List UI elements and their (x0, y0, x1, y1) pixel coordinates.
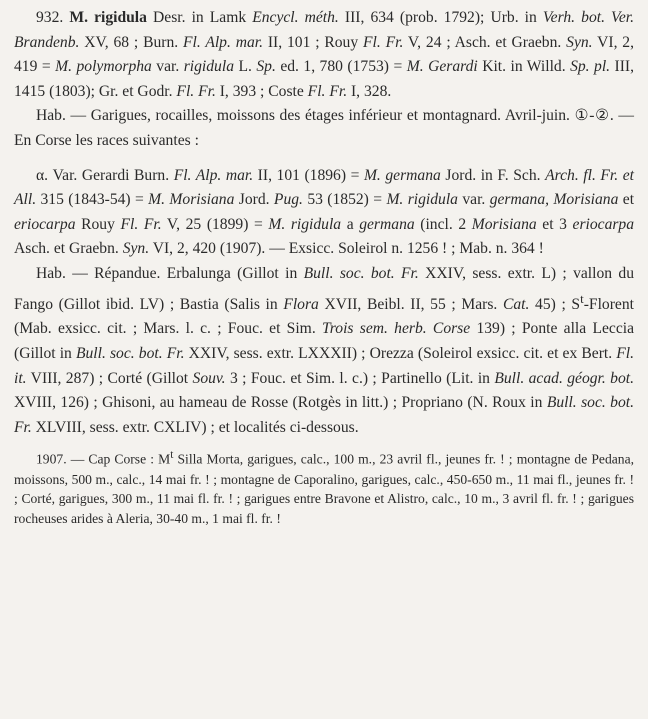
text-run: Silla Morta, garigues, calc., 100 m., 23 avril fl., jeunes fr. ! ; montagne de Pedana, moissons, 500 m., calc., 14 mai fr. ! ; montagne de Caporalino, garigues, calc., 450-650 m., 11 mai fl., jeunes fr. ! ; Corté, garigues, 300 m., 11 mai fl. fr. ! ; garigues entre Bravone et Alistro, calc., 10 m., 3 avril fl. fr. ! ; garigues rocheuses arides à Aleria, 30-40 m., 1 mai fl. fr. ! (14, 451, 634, 527)
italic-run: Syn. (122, 240, 150, 258)
italic-run: M. Morisiana (148, 191, 235, 209)
italic-run: Syn. (566, 33, 593, 51)
text-run: 3 ; Fouc. et Sim. l. c.) ; Partinello (Lit. in (225, 369, 495, 387)
italic-run: eriocarpa (14, 215, 76, 233)
text-run: III, 1415 (1803); Gr. et Godr. (14, 58, 634, 100)
text-run: Hab. — Répandue. Erbalunga (Gillot in (36, 264, 304, 282)
italic-run: M. germana (363, 166, 441, 184)
text-run: (incl. 2 (414, 215, 472, 233)
text-run: 315 (1843-54) = (36, 191, 149, 209)
text-run: Jord. (234, 191, 274, 209)
italic-run: Encycl. méth. (252, 9, 339, 26)
variety-gerardi (14, 164, 634, 262)
text-run: III, 634 (prob. 1792); Urb. in (338, 9, 543, 26)
italic-run: Bull. soc. bot. Fr. (14, 394, 634, 436)
italic-run: Trois sem. herb. Corse (321, 320, 471, 338)
habitat-corsica (14, 262, 634, 440)
italic-run: Fl. Fr. (307, 82, 348, 100)
text-run: Asch. et Graebn. (14, 240, 123, 258)
italic-run: Souv. (192, 369, 226, 387)
text-run: -Florent (Mab. exsicc. cit. ; Mars. l. c. ; Fouc. et Sim. (14, 295, 634, 338)
italic-run: Fl. Fr. (120, 215, 162, 233)
text-run: VI, 2, 420 (1907). — Exsicc. Soleirol n. 1256 ! ; Mab. n. 364 ! (149, 240, 544, 258)
text-run: α. Var. Gerardi Burn. (36, 166, 174, 184)
italic-run: M. polymorpha (55, 58, 152, 76)
italic-run: Fl. it. (14, 344, 635, 387)
text-run: XXIV, sess. extr. LXXXII) ; Orezza (Soleirol exsicc. cit. et ex Bert. (184, 344, 617, 362)
text-run: 139) ; Ponte alla Leccia (Gillot in (14, 320, 634, 362)
italic-run: Verh. bot. Ver. Brandenb. (14, 9, 635, 51)
italic-run: Bull. soc. bot. Fr. (75, 344, 185, 362)
species-name: M. rigidula (69, 9, 147, 26)
text-run: L. (234, 58, 257, 76)
text-run: XV, 68 ; Burn. (79, 33, 184, 51)
italic-run: Cat. (502, 295, 530, 313)
text-run: VI, 2, 419 = (14, 33, 634, 76)
habitat-general (14, 104, 634, 153)
italic-run: Fl. Fr. (363, 33, 404, 51)
italic-run: germana (359, 215, 415, 233)
text-run: II, 101 ; Rouy (263, 33, 363, 51)
text-run: 53 (1852) = (302, 191, 387, 209)
text-run: XXIV, sess. extr. L) ; vallon du Fango (Gillot ibid. LV) ; Bastia (Salis in (14, 264, 635, 313)
italic-run: Bull. soc. bot. Fr. (303, 264, 419, 282)
italic-run: M. rigidula (386, 191, 458, 209)
text-run: a (341, 215, 360, 233)
text-run: Jord. in F. Sch. (440, 166, 546, 184)
italic-run: germana, Morisiana (489, 191, 619, 209)
text-run: V, 24 ; Asch. et Graebn. (403, 33, 567, 51)
italic-run: Sp. (256, 58, 276, 76)
italic-run: Flora (283, 295, 319, 313)
text-run: ed. 1, 780 (1753) = (275, 58, 407, 76)
italic-run: Fl. Alp. mar. (183, 33, 264, 51)
italic-run: eriocarpa (572, 215, 635, 233)
text-run: II, 101 (1896) = (253, 166, 364, 184)
text-run: VIII, 287) ; Corté (Gillot (26, 369, 193, 387)
superscript-run: t (580, 290, 584, 306)
italic-run: rigidula (183, 58, 234, 76)
italic-run: M. rigidula (268, 215, 342, 233)
text-run: var. (457, 191, 490, 209)
text-run: V, 25 (1899) = (161, 215, 269, 233)
text-run: XVII, Beibl. II, 55 ; Mars. (318, 295, 503, 313)
text-run: 1907. — Cap Corse : M (36, 451, 171, 467)
text-run: I, 328. (347, 82, 392, 100)
italic-run: M. Gerardi (406, 58, 478, 76)
italic-run: Fl. Alp. mar. (173, 166, 254, 184)
italic-run: Arch. fl. Fr. et All. (14, 166, 634, 209)
superscript-run: t (170, 449, 174, 462)
text-run: Hab. — Garigues, rocailles, moissons des étages inférieur et montagnard. Avril-juin. ①-②. — En Corse les races suivantes : (14, 107, 634, 149)
italic-run: Bull. acad. géogr. bot. (494, 369, 634, 387)
text-run: XLVIII, sess. extr. CXLIV) ; et localités ci-dessous. (31, 418, 359, 436)
text-run: et 3 (536, 215, 573, 233)
species-entry (14, 6, 634, 104)
text-run: 45) ; S (529, 295, 581, 313)
text-run: Desr. in Lamk (146, 9, 253, 26)
text-run: Kit. in Willd. (477, 58, 571, 76)
text-run: I, 393 ; Coste (215, 82, 308, 100)
text-run: XVIII, 126) ; Ghisoni, au hameau de Rosse (Rotgès in litt.) ; Propriano (N. Roux in (14, 394, 547, 412)
italic-run: Fl. Fr. (176, 82, 216, 100)
collection-1907 (14, 446, 634, 529)
italic-run: Sp. pl. (570, 58, 611, 76)
text-run: et (618, 191, 635, 209)
species-number: 932. (36, 9, 64, 26)
italic-run: Pug. (273, 191, 303, 209)
text-run: Rouy (75, 215, 121, 233)
italic-run: Morisiana (471, 215, 537, 233)
text-run: var. (151, 58, 184, 76)
